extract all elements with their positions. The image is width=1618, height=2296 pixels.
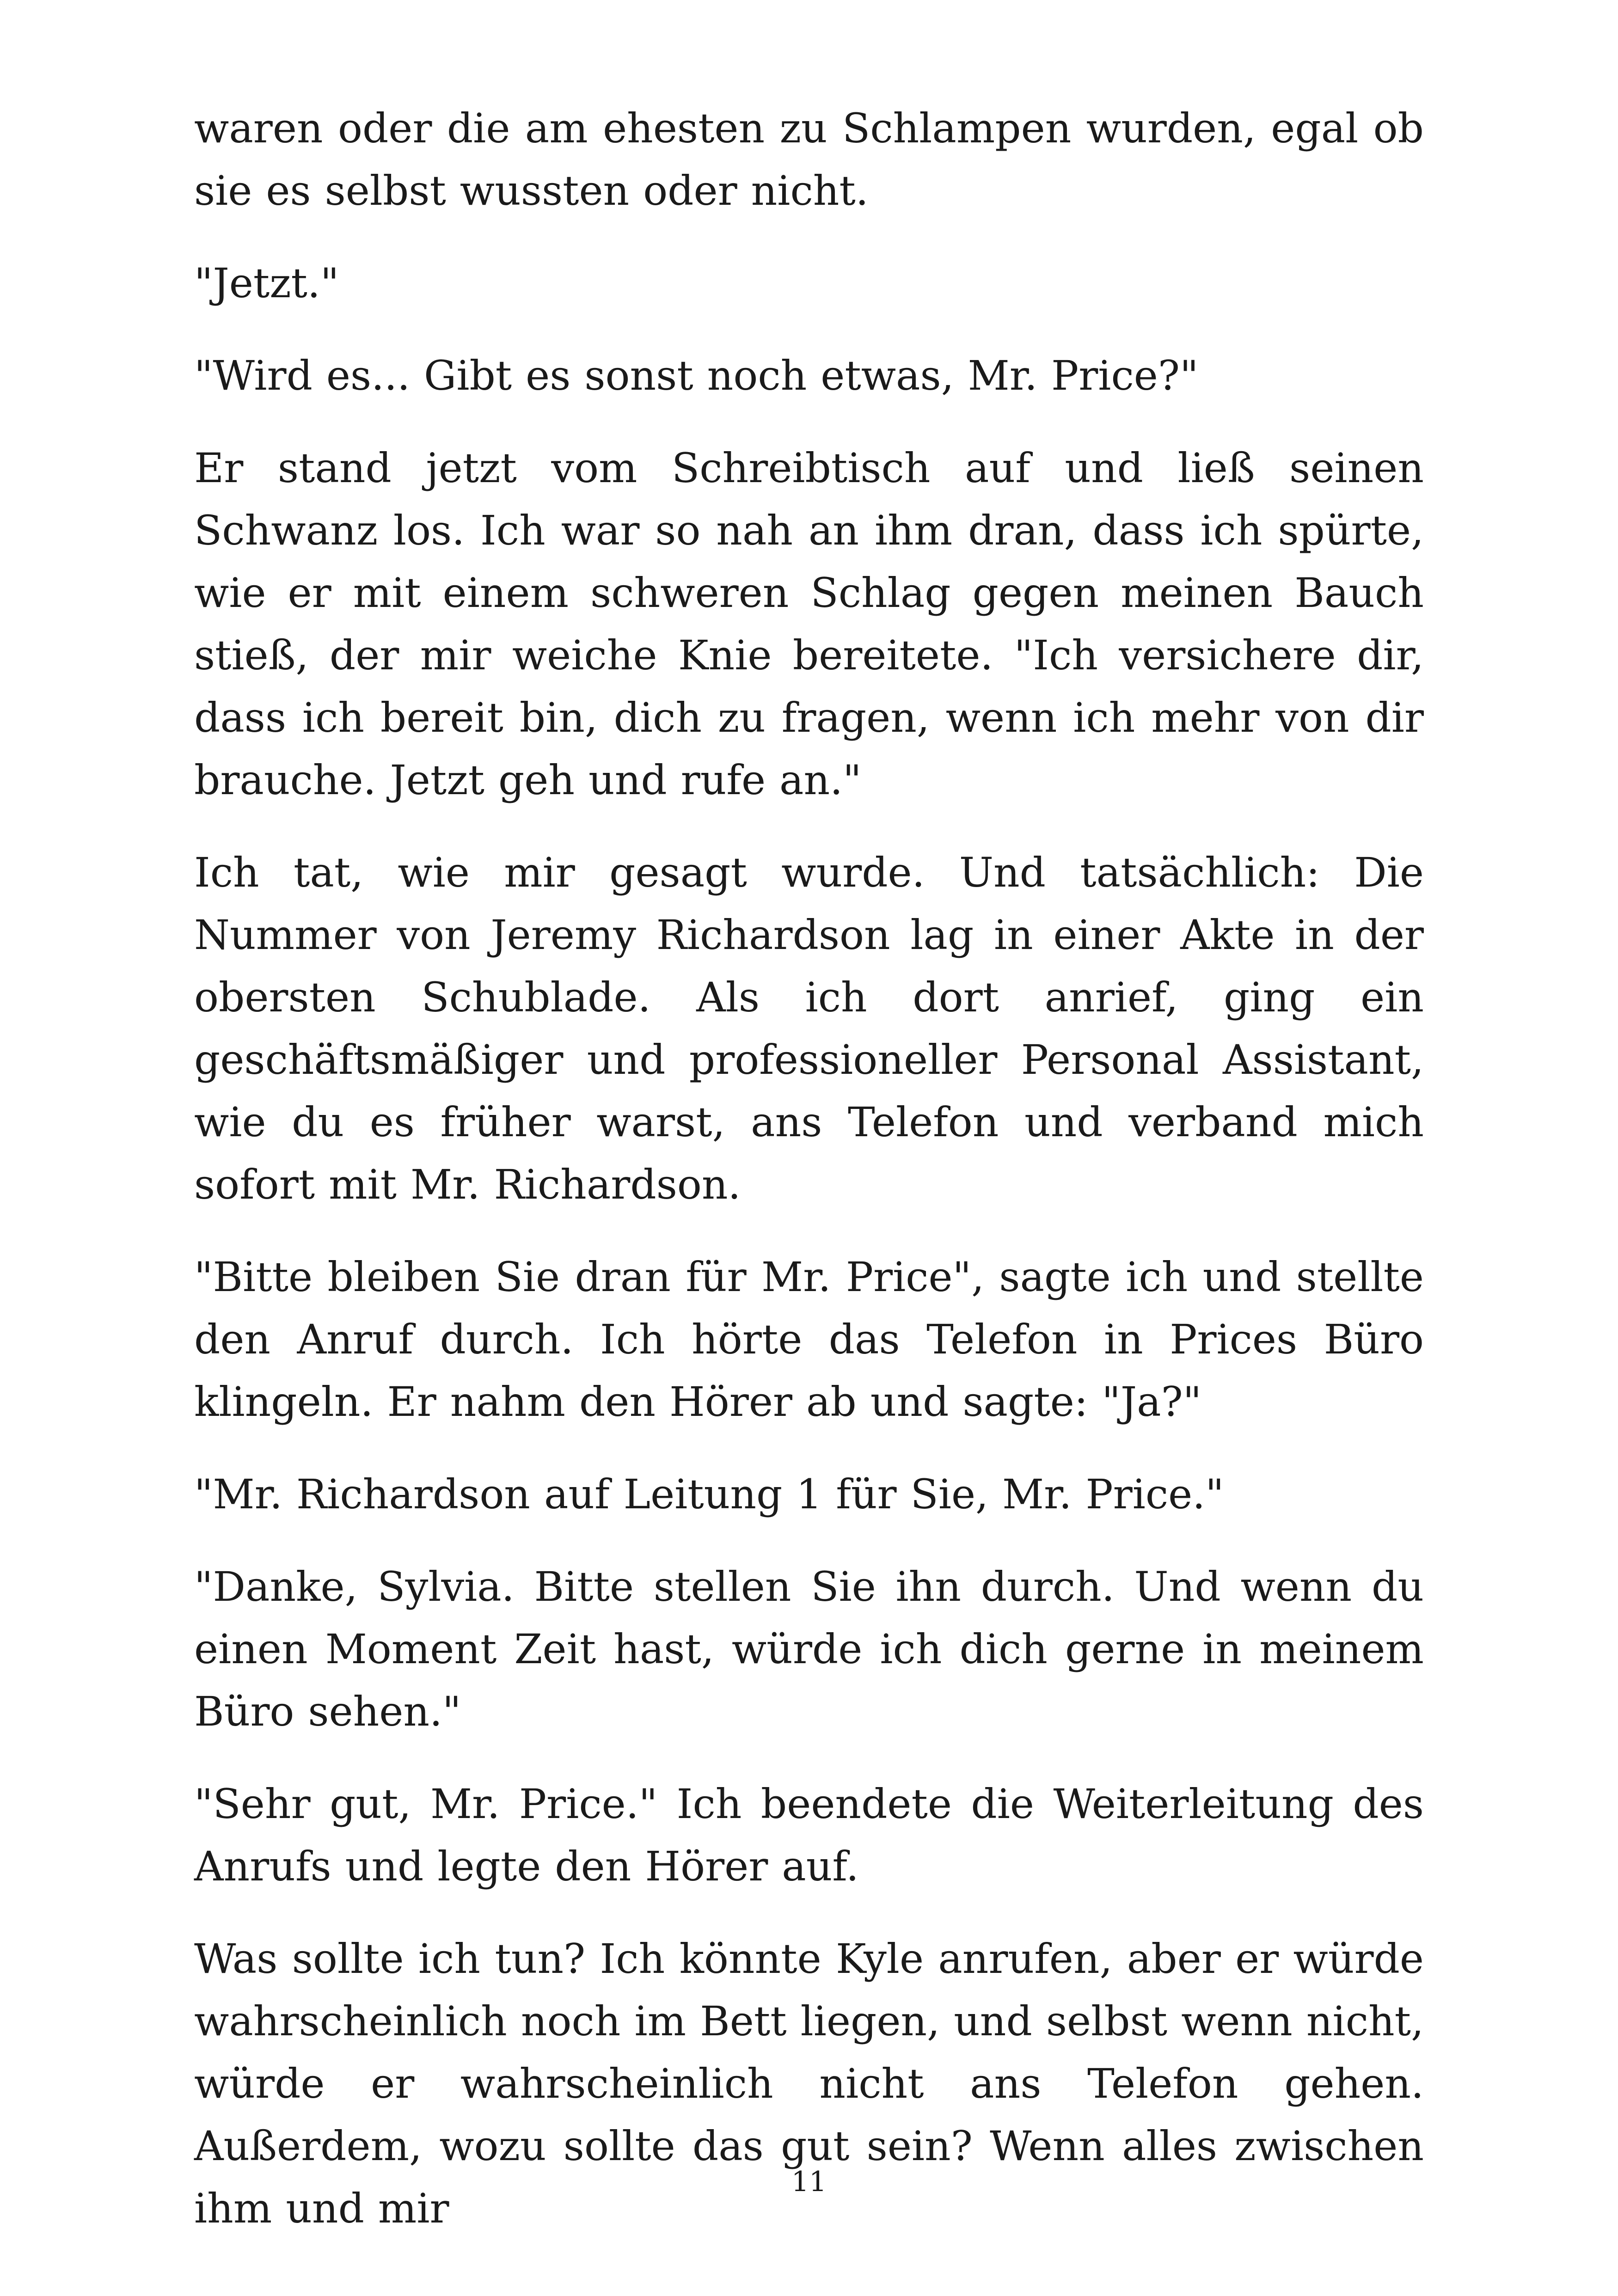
- paragraph-9: "Sehr gut, Mr. Price." Ich beendete die Weiterleitung des Anrufs und legte den Hörer auf.: [194, 1780, 1424, 1890]
- body-text: [194, 97, 1424, 2270]
- paragraph-2: "Jetzt.": [194, 259, 339, 307]
- paragraph-4: Er stand jetzt vom Schreibtisch auf und ließ seinen Schwanz los. Ich war so nah an ihm dran, dass ich spürte, wie er mit einem schweren Schlag gegen meinen Bauch stieß, der mir weiche Knie bereitete. "Ich versichere dir, dass ich bereit bin, dich zu fragen, wenn ich mehr von dir brauche. Jetzt geh und rufe an.": [194, 444, 1424, 804]
- paragraph-7: "Mr. Richardson auf Leitung 1 für Sie, Mr. Price.": [194, 1470, 1224, 1518]
- paragraph-5: Ich tat, wie mir gesagt wurde. Und tatsächlich: Die Nummer von Jeremy Richardson lag in einer Akte in der obersten Schublade. Als ich dort anrief, ging ein geschäftsmäßiger und professioneller Personal Assistant, wie du es früher warst, ans Telefon und verband mich sofort mit Mr. Richardson.: [194, 849, 1424, 1208]
- page-number: 11: [791, 2166, 827, 2198]
- paragraph-10: Was sollte ich tun? Ich könnte Kyle anrufen, aber er würde wahrscheinlich noch im Bett liegen, und selbst wenn nicht, würde er wahrscheinlich nicht ans Telefon gehen. Außerdem, wozu sollte das gut sein? Wenn alles zwischen ihm und mir: [194, 1935, 1424, 2232]
- paragraph-6: "Bitte bleiben Sie dran für Mr. Price", sagte ich und stellte den Anruf durch. Ich hörte das Telefon in Prices Büro klingeln. Er nahm den Hörer ab und sagte: "Ja?": [194, 1253, 1424, 1426]
- paragraph-1: waren oder die am ehesten zu Schlampen wurden, egal ob sie es selbst wussten oder nicht.: [194, 104, 1424, 214]
- paragraph-8: "Danke, Sylvia. Bitte stellen Sie ihn durch. Und wenn du einen Moment Zeit hast, würde ich dich gerne in meinem Büro sehen.": [194, 1563, 1424, 1735]
- paragraph-3: "Wird es... Gibt es sonst noch etwas, Mr. Price?": [194, 352, 1199, 399]
